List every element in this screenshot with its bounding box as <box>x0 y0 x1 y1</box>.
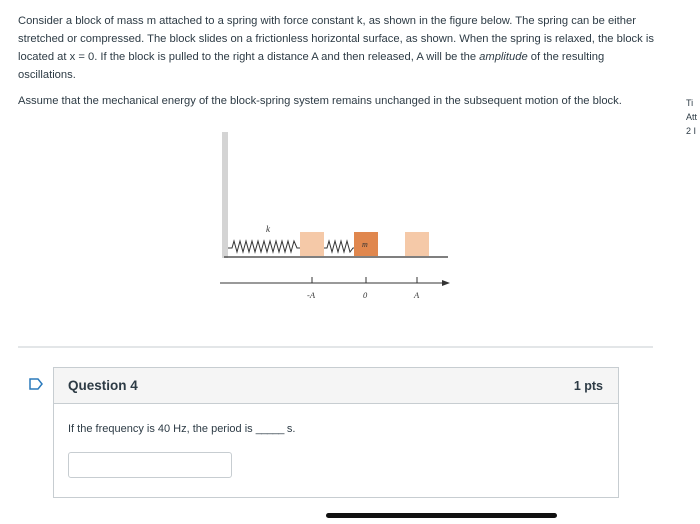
section-divider <box>18 346 653 348</box>
tick-label-pos-A: A <box>414 290 420 300</box>
answer-input[interactable] <box>68 452 232 478</box>
question-card <box>53 367 619 498</box>
question-points: 1 pts <box>573 378 603 393</box>
question-header <box>54 368 618 404</box>
time-label: Ti <box>686 98 694 108</box>
prompt-text: If the frequency is 40 Hz, the period is <box>68 423 256 435</box>
prompt-unit: s. <box>283 423 296 435</box>
attempt-value: 2 I <box>686 126 697 136</box>
spring-diagram <box>212 125 462 310</box>
spring-compressed <box>324 241 354 252</box>
spring-extended <box>228 241 300 252</box>
wall <box>222 132 228 258</box>
question-prompt <box>68 423 604 435</box>
amplitude-emphasis: amplitude <box>479 51 528 63</box>
x-axis-arrow <box>442 280 450 286</box>
prompt-blank: _____ <box>255 423 284 435</box>
flag-question-icon[interactable] <box>29 377 43 389</box>
spring-constant-label: k <box>266 224 270 234</box>
question-body <box>54 404 618 478</box>
problem-text: Consider a block of mass m attached to a spring with force constant k, as shown in the figure below. The spring can be either stretched or compressed. The block slides on a frictionless horizontal surface, as shown. When the spring is relaxed, the block is located at x = 0. If the block is pulled to the right a distance A and then released, A will be the <box>18 15 654 63</box>
quiz-info-sidebar <box>686 96 700 138</box>
tick-label-neg-A: -A <box>307 290 316 300</box>
mass-label: m <box>362 240 368 249</box>
tick-label-zero: 0 <box>363 290 368 300</box>
problem-paragraph-2: Assume that the mechanical energy of the block-spring system remains unchanged in the subsequent motion of the block. <box>18 95 622 107</box>
horizontal-scrollbar[interactable] <box>326 513 557 518</box>
attempt-label: Att <box>686 112 698 122</box>
block-compressed-ghost <box>300 232 324 256</box>
block-stretched-ghost <box>405 232 429 256</box>
problem-paragraph-1 <box>18 12 658 84</box>
question-title: Question 4 <box>68 378 138 393</box>
problem-statement <box>18 12 658 118</box>
problem-text-end: of the resulting oscillations. <box>18 51 605 81</box>
spring-block-figure <box>212 125 462 310</box>
